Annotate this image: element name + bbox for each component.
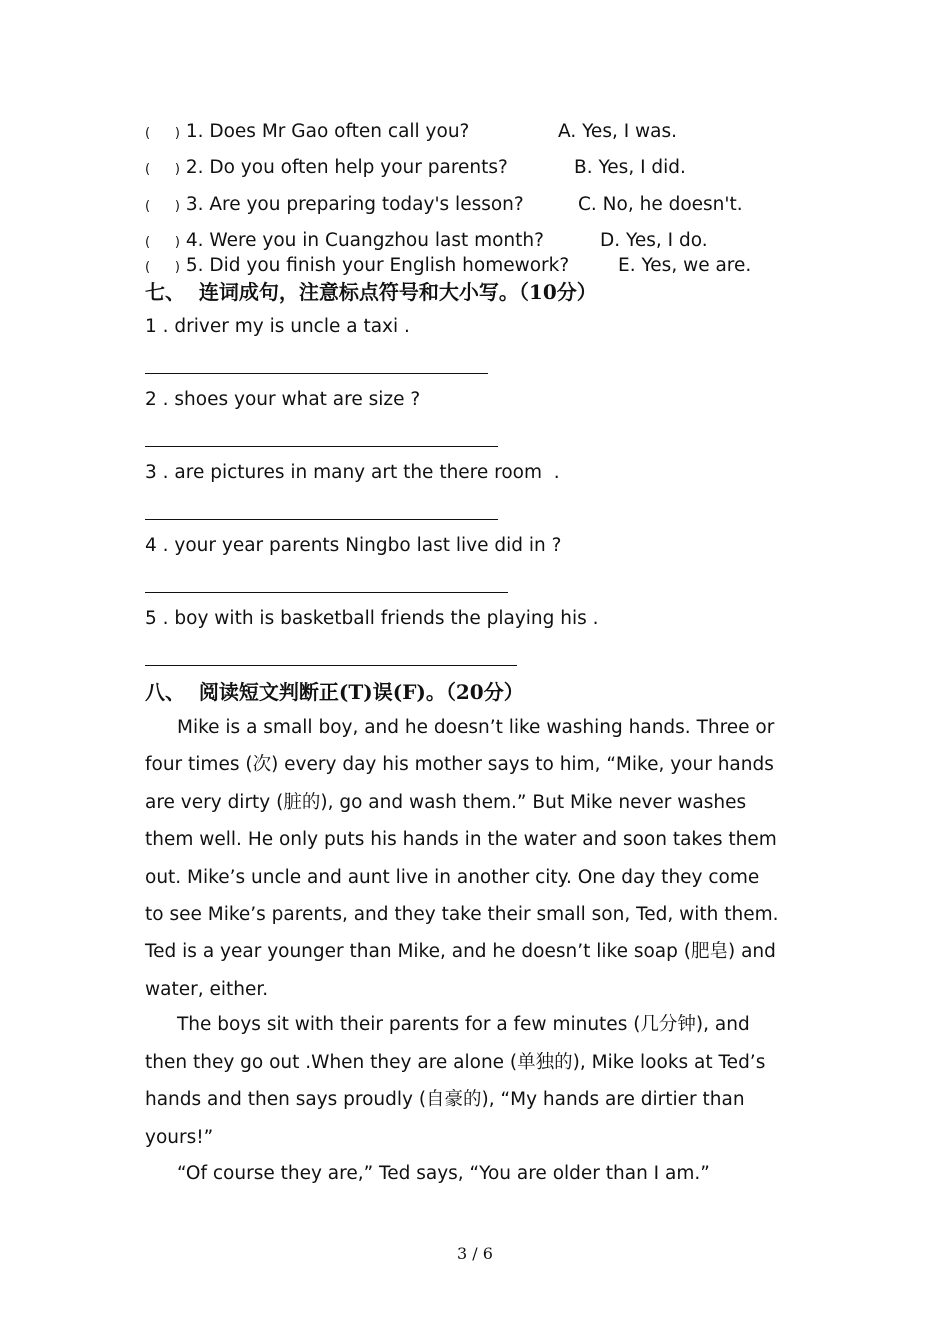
- passage-line: hands and then says proudly (自豪的), “My hands are dirtier than: [145, 1089, 745, 1110]
- passage-line: are very dirty (脏的), go and wash them.” But Mike never washes: [145, 792, 747, 813]
- section-7-heading: 七、 连词成句，注意标点符号和大小写。（10分）: [145, 280, 597, 304]
- answer-line[interactable]: [145, 446, 498, 447]
- passage-line: yours!”: [145, 1127, 214, 1148]
- sentence-item: 3 . are pictures in many art the there room .: [145, 462, 560, 483]
- passage-line: “Of course they are,” Ted says, “You are older than I am.”: [177, 1163, 710, 1184]
- passage-line: them well. He only puts his hands in the water and soon takes them: [145, 829, 777, 850]
- matching-item: ( ) 5. Did you finish your English homework? E. Yes, we are.: [145, 255, 752, 276]
- passage-line: The boys sit with their parents for a few minutes (几分钟), and: [177, 1014, 750, 1035]
- answer-line[interactable]: [145, 373, 488, 374]
- passage-line: Ted is a year younger than Mike, and he doesn’t like soap (肥皂) and: [145, 941, 776, 962]
- matching-item: ( ) 3. Are you preparing today's lesson? C. No, he doesn't.: [145, 194, 743, 215]
- answer-line[interactable]: [145, 665, 517, 666]
- matching-item: ( ) 4. Were you in Cuangzhou last month? D. Yes, I do.: [145, 230, 708, 251]
- answer-line[interactable]: [145, 592, 508, 593]
- page-number: 3 / 6: [457, 1244, 493, 1263]
- passage-line: water, either.: [145, 979, 269, 1000]
- sentence-item: 2 . shoes your what are size ?: [145, 389, 421, 410]
- passage-line: out. Mike’s uncle and aunt live in another city. One day they come: [145, 867, 760, 888]
- matching-item: ( ) 1. Does Mr Gao often call you? A. Yes, I was.: [145, 121, 678, 142]
- section-8-heading: 八、 阅读短文判断正(T)误(F)。（20分）: [145, 680, 524, 704]
- sentence-item: 4 . your year parents Ningbo last live did in ?: [145, 535, 562, 556]
- passage-line: to see Mike’s parents, and they take their small son, Ted, with them.: [145, 904, 779, 925]
- sentence-item: 5 . boy with is basketball friends the playing his .: [145, 608, 599, 629]
- sentence-item: 1 . driver my is uncle a taxi .: [145, 316, 410, 337]
- matching-item: ( ) 2. Do you often help your parents? B. Yes, I did.: [145, 157, 686, 178]
- answer-line[interactable]: [145, 519, 498, 520]
- passage-line: then they go out .When they are alone (单独的), Mike looks at Ted’s: [145, 1052, 766, 1073]
- passage-line: Mike is a small boy, and he doesn’t like washing hands. Three or: [177, 717, 775, 738]
- passage-line: four times (次) every day his mother says to him, “Mike, your hands: [145, 754, 774, 775]
